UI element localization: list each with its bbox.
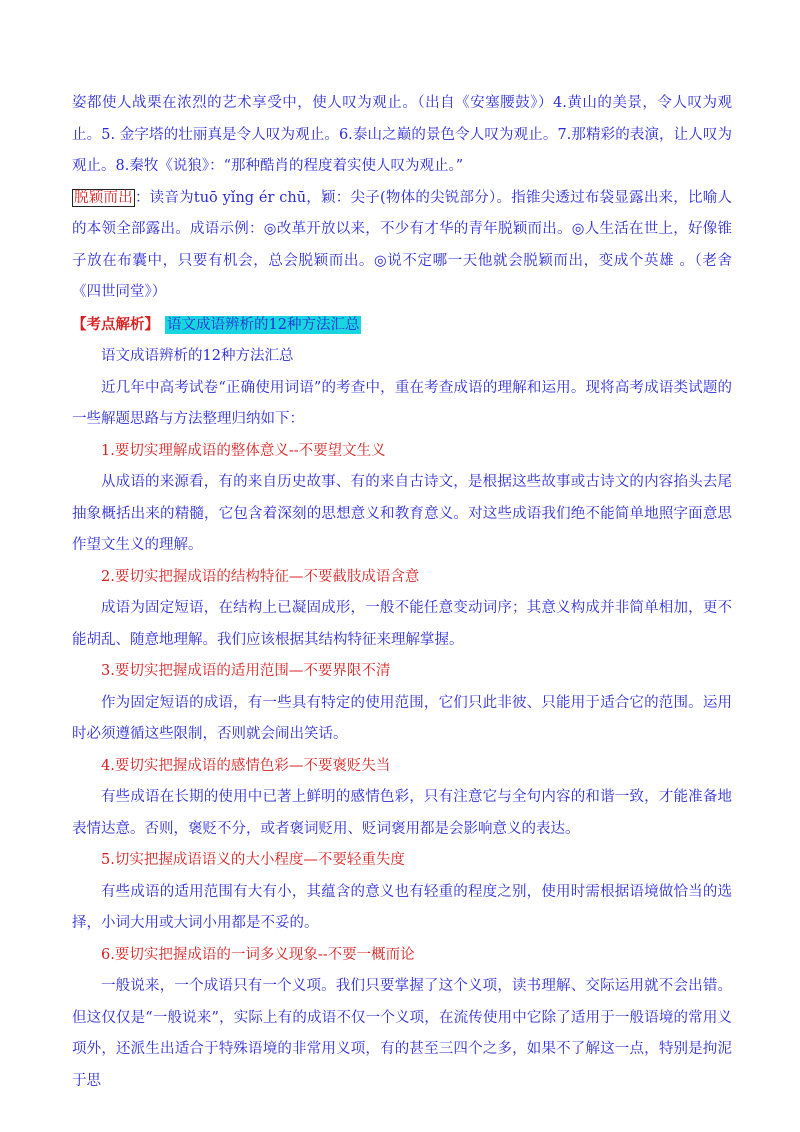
section-intro: 近几年中高考试卷“正确使用词语”的考查中，重在考查成语的理解和运用。现将高考成语类试题的一些解题思路与方法整理归纳如下： (72, 379, 732, 427)
method-heading: 5.切实把握成语语义的大小程度—不要轻重失度 (101, 852, 405, 868)
method-heading: 3.要切实把握成语的适用范围—不要界限不清 (101, 663, 391, 679)
idiom-entry (72, 183, 732, 309)
idiom-term-box: 脱颖而出 (74, 189, 133, 206)
method-heading: 1.要切实理解成语的整体意义--不要望文生义 (101, 442, 386, 459)
method-body: 一般说来，一个成语只有一个义项。我们只要掌握了这个义项，读书理解、交际运用就不会出错。但这仅仅是“一般说来”，实际上有的成语不仅一个义项，在流传使用中它除了适用于一般语境的常用义项外，还派生出适合于特殊语境的非常用义项，有的甚至三四个之多，如果不了解这一点，特别是拘泥于思 (72, 978, 732, 1089)
method-body: 从成语的来源看，有的来自历史故事、有的来自古诗文，是根据这些故事或古诗文的内容掐头去尾抽象概括出来的精髓，它包含着深刻的思想意义和教育意义。对这些成语我们绝不能简单地照字面意思作望文生义的理解。 (72, 474, 732, 553)
method-heading: 4.要切实把握成语的感情色彩—不要褒贬失当 (101, 757, 391, 774)
method-heading: 6.要切实把握成语的一词多义现象--不要一概而论 (101, 946, 415, 963)
method-body: 作为固定短语的成语，有一些具有特定的使用范围，它们只此非彼、只能用于适合它的范围。运用时必须遵循这些限制，否则就会闹出笑话。 (72, 694, 732, 742)
method-body: 有些成语在长期的使用中已著上鲜明的感情色彩，只有注意它与全句内容的和谐一致，才能准备地表情达意。否则，褒贬不分，或者褒词贬用、贬词褒用都是会影响意义的表达。 (72, 789, 732, 837)
section-title-line: 语文成语辨析的12种方法汇总 (101, 348, 294, 364)
method-body: 成语为固定短语，在结构上已凝固成形，一般不能任意变动词序；其意义构成并非简单相加，更不能胡乱、随意地理解。我们应该根据其结构特征来理解掌握。 (72, 600, 732, 648)
kaodian-tag: 【考点解析】 (72, 315, 159, 333)
section-tag-line (72, 309, 732, 342)
methods-list (72, 436, 732, 1098)
method-body: 有些成语的适用范围有大有小，其蕴含的意义也有轻重的程度之别，使用时需根据语境做恰当的选择，小词大用或大词小用都是不妥的。 (72, 883, 732, 931)
idiom-entry-text: ：读音为tuō yǐng ér chū，颖：尖子(物体的尖锐部分）。指锥尖透过布袋显露出来，比喻人的本领全部露出。成语示例：◎改革开放以来，不少有才华的青年脱颖而出。◎人生活在世上，好像锥子放在布囊中，只要有机会，总会脱颖而出。◎说不定哪一天他就会脱颖而出，变成个英雄 。（老舍《四世同堂》） (72, 189, 732, 300)
section-highlight-title: 语文成语辨析的12种方法汇总 (167, 316, 360, 333)
document-page (72, 88, 732, 1097)
method-heading: 2.要切实把握成语的结构特征—不要截肢成语含意 (101, 568, 420, 585)
intro-paragraph: 姿都使人战栗在浓烈的艺术享受中，使人叹为观止。（出自《安塞腰鼓》）4.黄山的美景，令人叹为观止。5. 金字塔的壮丽真是令人叹为观止。6.泰山之巅的景色令人叹为观止。7.那精彩的表演，让人叹为观止。8.秦牧《说狼》：“那种酷肖的程度着实使人叹为观止。” (72, 95, 732, 174)
